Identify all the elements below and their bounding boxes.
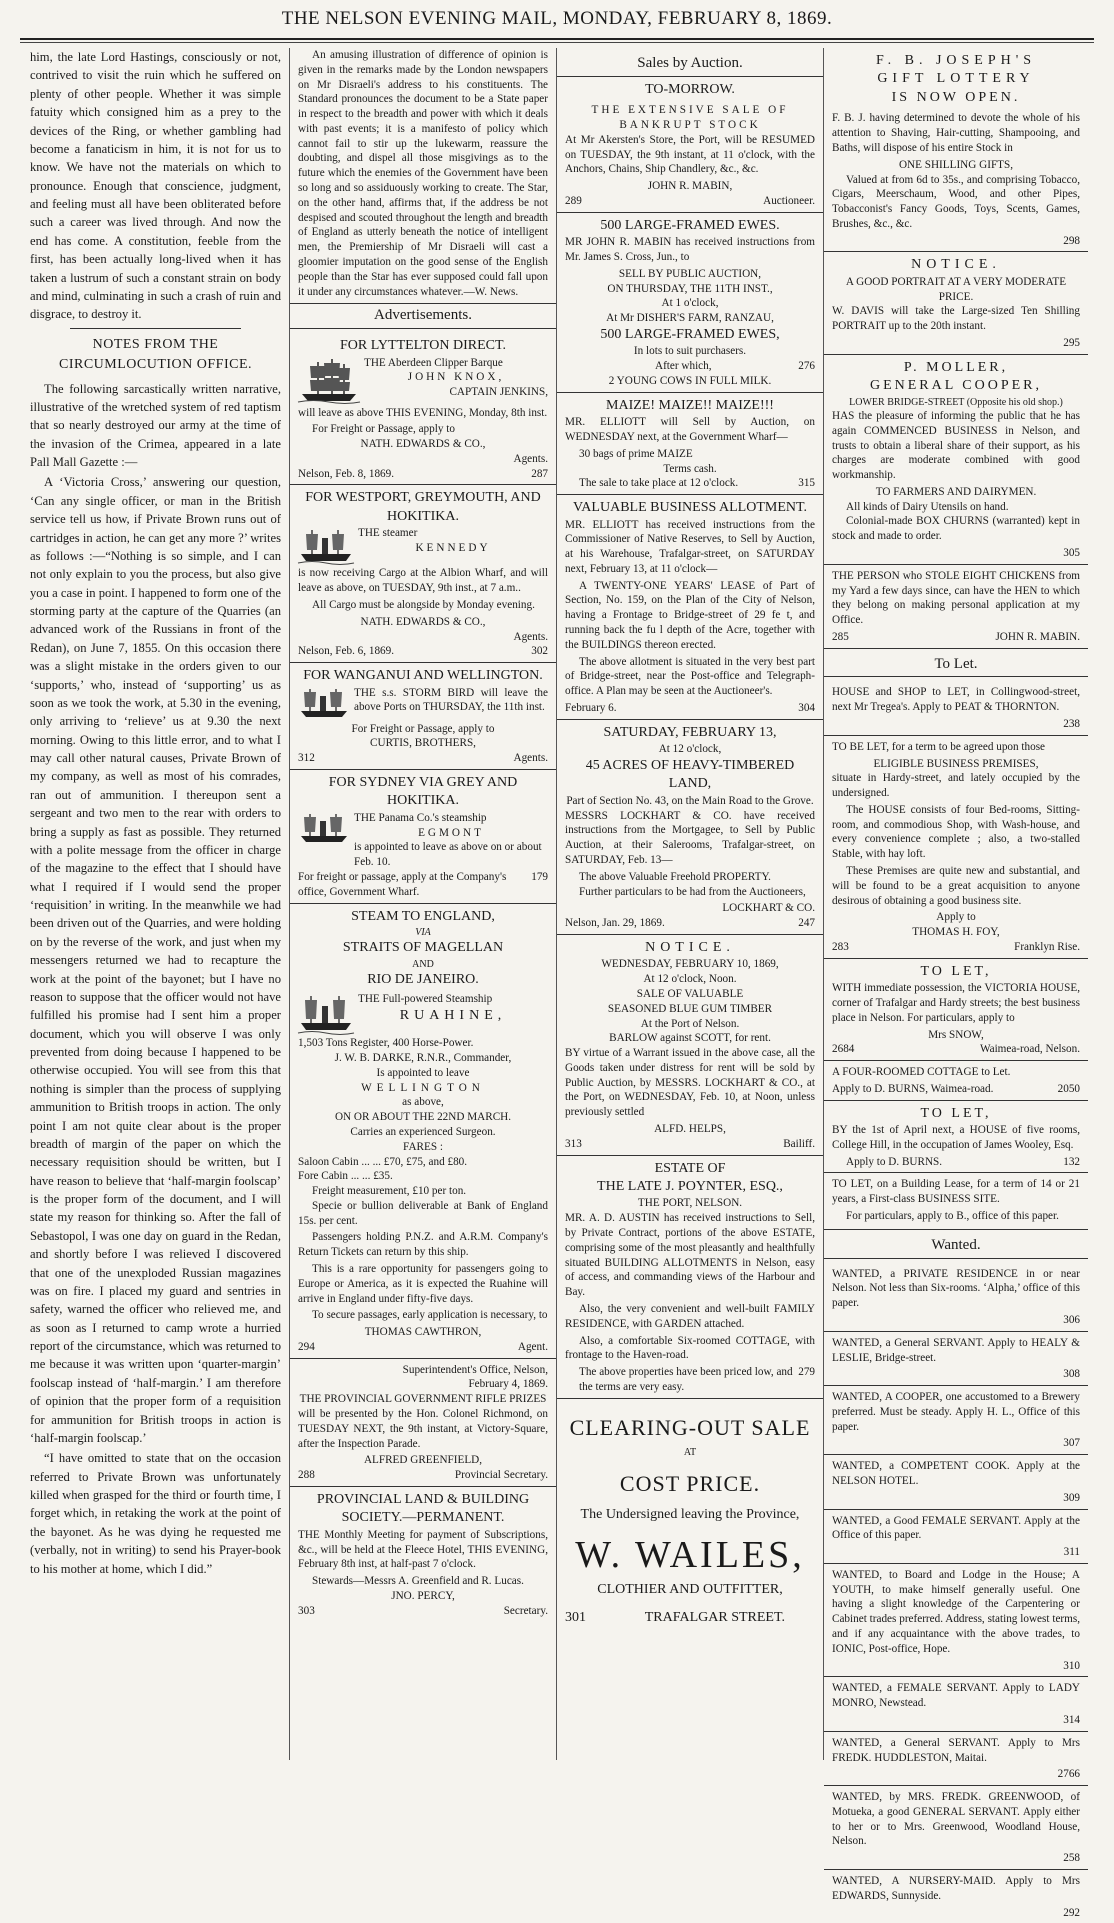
- ship-tons: 1,503 Tons Register, 400 Horse-Power.: [298, 1037, 474, 1050]
- auction-also-residence: Also, the very convenient and well-built FAMILY RESIDENCE, with GARDEN attached.: [565, 1302, 815, 1330]
- auction-date: February 6.: [565, 701, 617, 714]
- steamship-icon: [298, 526, 354, 566]
- to-let-body: A FOUR-ROOMED COTTAGE to Let.: [832, 1066, 1011, 1079]
- section-heading-advertisements: Advertisements.: [290, 303, 556, 329]
- to-let-number: 132: [1063, 1155, 1080, 1168]
- ad-body: W. DAVIS will take the Large-sized Ten Shilling PORTRAIT up to the 20th instant.: [832, 305, 1080, 333]
- ad-intro: THE Aberdeen Clipper Barque: [364, 356, 503, 369]
- ad-title: P. MOLLER,: [903, 359, 1009, 375]
- ad-churns: Colonial-made BOX CHURNS (warranted) kept in stock and made to order.: [832, 515, 1080, 543]
- clearing-name: W. WAILES,: [575, 1534, 805, 1577]
- clearing-at: AT: [683, 1446, 697, 1458]
- auction-line: SELL BY PUBLIC AUCTION,: [618, 267, 762, 280]
- columns: [22, 48, 1092, 1919]
- ad-freight: For Freight or Passage, apply to: [312, 423, 455, 436]
- ad-number: 298: [1063, 234, 1080, 247]
- auction-after: After which,: [655, 360, 712, 373]
- auction-role: Bailiff.: [783, 1137, 815, 1150]
- ad-title: PROVINCIAL LAND & BUILDING SOCIETY.—PERMANENT.: [316, 1491, 530, 1526]
- to-let-footer: [832, 1155, 1080, 1170]
- auction-date: Nelson, Jan. 29, 1869.: [565, 917, 665, 930]
- ship-appointed: Is appointed to leave: [376, 1066, 470, 1079]
- ad-stolen-chickens: [824, 565, 1088, 649]
- ad-title: IS NOW OPEN.: [891, 89, 1021, 105]
- auction-bags: 30 bags of prime MAIZE: [579, 447, 693, 460]
- ad-title: FOR WESTPORT, GREYMOUTH, AND HOKITIKA.: [305, 490, 541, 524]
- to-let-place: Waimea-road, Nelson.: [979, 1043, 1080, 1056]
- auction-footer: [565, 701, 815, 716]
- to-let-cottage: [824, 1061, 1088, 1101]
- ad-number: 305: [1063, 546, 1080, 559]
- fare-secure: To secure passages, early application is necessary, to: [312, 1309, 548, 1322]
- ad-footer: [832, 630, 1080, 645]
- ad-body: will leave as above THIS EVENING, Monday, 8th inst.: [298, 406, 548, 419]
- ad-date: February 4, 1869.: [468, 1378, 548, 1391]
- ad-text: [358, 526, 548, 566]
- wanted-text: WANTED, a Good FEMALE SERVANT. Apply at the Office of this paper.: [832, 1514, 1080, 1542]
- ad-footer: [298, 1604, 548, 1619]
- wanted-text: WANTED, a FEMALE SERVANT. Apply to LADY MONRO, Newstead.: [832, 1682, 1080, 1710]
- auction-priced: The above properties have been priced low, and the terms are very easy.: [579, 1366, 793, 1393]
- article-lord-hastings: him, the late Lord Hastings, consciously or not, contrived to visit the ruin which he suffered on plenty of other people. Whether it was simple fatuity which consigned him as a prey to the devices of the Ring, or whether gambling had become a fanaticism in him, it is not for us to know. We have not the materials on which to pronounce. Enough that conscience, judgment, and feeling must all have been obliterated before such a career was lived through. And now the end has come. A constitution, feeble from the first, has been actually long-lived when it has taken a lustrum of such a constant strain on body and mind, culminating in such a crash of ruin and disgrace, to destroy it.: [30, 50, 281, 322]
- ad-footer: [298, 870, 548, 900]
- auction-name: JOHN R. MABIN,: [647, 180, 733, 193]
- ship-as-above: as above,: [402, 1096, 444, 1109]
- ad-body: is now receiving Cargo at the Albion Wharf, and will leave as above, on TUESDAY, 9th inst., at 7 a.m..: [298, 567, 548, 595]
- auction-acres: 45 ACRES OF HEAVY-TIMBERED LAND,: [585, 757, 795, 792]
- to-let-number: 2684: [832, 1043, 855, 1056]
- ship-port: WELLINGTON: [361, 1081, 485, 1094]
- ad-role: Provincial Secretary.: [454, 1469, 548, 1482]
- auction-lease: A TWENTY-ONE YEARS' LEASE of Part of Section, No. 159, on the Plan of the City of Nelson, having a Frontage to Bridge-street of 29 fe t, and running back the fu l depth of the Acre, together with the BUILDINGS thereon erected.: [565, 579, 815, 651]
- auction-also-cottage: Also, a comfortable Six-roomed COTTAGE, with frontage to the Haven-road.: [565, 1334, 815, 1362]
- ad-agent: THOMAS CAWTHRON,: [364, 1326, 482, 1339]
- ad-intro: THE Full-powered Steamship: [358, 993, 493, 1006]
- captain: CAPTAIN JENKINS,: [449, 386, 548, 399]
- to-let-body: HOUSE and SHOP to LET, in Collingwood-street, next Mr Tregea's. Apply to PEAT & THORNTON.: [832, 686, 1080, 714]
- wanted-item: [824, 1732, 1088, 1786]
- steamship-icon: [298, 992, 354, 1036]
- ship-surgeon: Carries an experienced Surgeon.: [350, 1125, 496, 1138]
- ad-body: HAS the pleasure of informing the public that he has again COMMENCED BUSINESS in Nelson, and trusts to obtain a liberal share of their support, as his charges are moderate combined with good workmanship.: [832, 409, 1080, 482]
- to-let-premises: ELIGIBLE BUSINESS PREMISES,: [873, 757, 1039, 770]
- section-heading-wanted: Wanted.: [824, 1234, 1088, 1259]
- ad-body-row: [298, 811, 548, 870]
- wanted-text: WANTED, to Board and Lodge in the House; A YOUTH, to make himself generally useful. One having a slight knowledge of the Carpentering or Cabinet trades preferred. Address, stating lowest terms, and if any acquaintance with the above trades, to IONIC, Post-office, Hope.: [832, 1568, 1080, 1655]
- wanted-number: 258: [1063, 1852, 1080, 1865]
- ad-title-rio: RIO DE JANEIRO.: [367, 971, 479, 987]
- auction-footer: [565, 1365, 815, 1395]
- subheading-tomorrow: TO-MORROW.: [645, 81, 735, 97]
- ad-steam-to-england: [290, 904, 556, 1359]
- auction-body: BY virtue of a Warrant issued in the above case, all the Goods taken under distress for rent will be sold by Public Auction, by MESSRS. LOCKHART & CO., at the Port, on WEDNESDAY, Feb. 10, at Noon, unless previously settled: [565, 1047, 815, 1119]
- auction-number: 315: [798, 477, 815, 490]
- wanted-number: 308: [1063, 1368, 1080, 1381]
- wanted-number: 311: [1063, 1546, 1080, 1559]
- ad-subtitle: A GOOD PORTRAIT AT A VERY MODERATE PRICE.: [845, 275, 1067, 303]
- ad-number: 179: [531, 870, 548, 883]
- ad-name: JOHN R. MABIN.: [995, 630, 1080, 643]
- auction-line: At 1 o'clock,: [661, 297, 719, 310]
- wanted-number: 292: [1063, 1906, 1080, 1919]
- ad-footer: [298, 1340, 548, 1355]
- ad-agents-label: Agents.: [513, 752, 548, 765]
- clearing-footer: [565, 1609, 815, 1627]
- auction-number: 313: [565, 1137, 582, 1150]
- to-let-title: TO LET,: [920, 1105, 992, 1121]
- to-let-business-premises: [824, 736, 1088, 959]
- ad-joseph-lottery: [824, 48, 1088, 252]
- auction-body: MR. ELLIOTT will Sell by Auction, on WEDNESDAY next, at the Government Wharf—: [565, 416, 815, 443]
- ad-number: 302: [531, 645, 548, 658]
- auction-poynter-estate: [557, 1156, 823, 1399]
- ad-number: 303: [298, 1604, 315, 1617]
- ad-title: F. B. JOSEPH'S: [875, 53, 1037, 68]
- auction-place: THE PORT, NELSON.: [637, 1197, 743, 1210]
- ad-number: 285: [832, 630, 849, 643]
- ad-body: THE PERSON who STOLE EIGHT CHICKENS from my Yard a few days since, can have the HEN to which they belong on making personal application at my Office.: [832, 569, 1080, 627]
- ad-valued: Valued at from 6d to 35s., and comprising Tobacco, Cigars, Meerschaum, Wood, and other Pipes, Tobacconist's Fancy Goods, Toys, Scents, Games, Brushes, &c., &c.: [832, 173, 1080, 230]
- ad-number: 312: [298, 752, 315, 765]
- ad-freight: For Freight or Passage, apply to: [351, 722, 495, 735]
- auction-bankrupt-stock: [557, 99, 823, 212]
- auction-name: ALFD. HELPS,: [654, 1122, 726, 1135]
- section-heading-auctions: Sales by Auction.: [557, 52, 823, 77]
- auction-line: 500 LARGE-FRAMED EWES,: [600, 326, 780, 342]
- ad-date: Nelson, Feb. 8, 1869.: [298, 467, 395, 480]
- ad-body-row: [298, 686, 548, 722]
- auction-time: The sale to take place at 12 o'clock.: [579, 477, 739, 490]
- auction-line: At Mr DISHER'S FARM, RANZAU,: [606, 312, 774, 325]
- ad-agents-label: Agents.: [513, 452, 548, 465]
- to-let-name: THOMAS H. FOY,: [912, 926, 1000, 939]
- ad-body: will be presented by the Hon. Colonel Richmond, on TUESDAY NEXT, the 9th instant, at Victory-Square, after the Inspection Parade.: [298, 1408, 548, 1450]
- auction-body: MR. ELLIOTT has received instructions from the Commissioner of Native Reserves, to Sell by Auction, at his Warehouse, Trafalgar-street, on SATURDAY next, February 13, at 11 o'clock—: [565, 518, 815, 575]
- steamship-icon: [298, 686, 350, 722]
- auction-maize: [557, 393, 823, 495]
- auction-title: SATURDAY, FEBRUARY 13,: [603, 724, 777, 740]
- wanted-item: [824, 1455, 1088, 1509]
- fare-saloon: Saloon Cabin ... ... £70, £75, and £80.: [298, 1155, 468, 1168]
- auction-body: MESSRS LOCKHART & CO. have received instructions from the Mortgagee, to Sell by Public Auction, at their Salerooms, Trafalgar-street, on SATURDAY, Feb. 13—: [565, 809, 815, 867]
- to-let-body: TO BE LET, for a term to be agreed upon those: [832, 740, 1046, 753]
- auction-line: ON THURSDAY, THE 11TH INST.,: [607, 282, 773, 295]
- auction-time: At 12 o'clock,: [658, 743, 722, 756]
- masthead-rule-thin: [20, 42, 1094, 43]
- auction-title: THE EXTENSIVE SALE OF: [591, 104, 789, 117]
- ad-lyttelton: [290, 333, 556, 485]
- to-let-body: BY the 1st of April next, a HOUSE of five rooms, College Hill, in the occupation of James Wooley, Esq.: [832, 1124, 1080, 1151]
- wanted-text: WANTED, a COMPETENT COOK. Apply at the NELSON HOTEL.: [832, 1460, 1080, 1487]
- fare-specie: Specie or bullion deliverable at Bank of England 15s. per cent.: [298, 1199, 548, 1227]
- ad-footer: [298, 644, 548, 659]
- ad-footer: [298, 467, 548, 482]
- clearing-number: 301: [565, 1609, 586, 1625]
- wanted-item: [824, 1786, 1088, 1870]
- ad-agents-label: Agent.: [517, 1340, 548, 1353]
- clearing-leaving: The Undersigned leaving the Province,: [580, 1506, 800, 1522]
- to-let-number: 238: [1063, 718, 1080, 731]
- ad-wanganui: [290, 663, 556, 770]
- ad-text: [358, 992, 548, 1036]
- auction-footer: [565, 476, 815, 491]
- auction-number: 279: [798, 1366, 815, 1379]
- to-let-footer: [832, 1042, 1080, 1057]
- auction-subtitle: BANKRUPT STOCK: [619, 119, 761, 132]
- wanted-text: WANTED, a General SERVANT. Apply to Mrs FREDK. HUDDLESTON, Maitai.: [832, 1736, 1080, 1764]
- wanted-number: 306: [1063, 1313, 1080, 1326]
- auction-title: VALUABLE BUSINESS ALLOTMENT.: [573, 500, 807, 516]
- fare-rare: This is a rare opportunity for passengers going to Europe or America, as it is expected the Ruahine will arrive in England under fifty-five days.: [298, 1263, 548, 1305]
- to-let-college-hill: [824, 1101, 1088, 1174]
- ad-body-row: [298, 356, 548, 406]
- ad-land-building-society: [290, 1487, 556, 1622]
- auction-situate: The above allotment is situated in the very best part of Bridge-street, near the Post-office and Telegraph-office. A Plan may be seen at the Auctioneer's.: [565, 655, 815, 698]
- ad-title: STEAM TO ENGLAND,: [351, 908, 495, 924]
- auction-title: NOTICE.: [645, 939, 735, 955]
- ad-agent: NATH. EDWARDS & CO.,: [360, 438, 486, 451]
- ad-title: FOR WANGANUI AND WELLINGTON.: [303, 668, 543, 684]
- ad-number: 294: [298, 1340, 315, 1353]
- ad-title: FOR LYTTELTON DIRECT.: [340, 338, 506, 354]
- ad-agents-label: Agents.: [513, 630, 548, 643]
- fare-freight: Freight measurement, £10 per ton.: [312, 1185, 467, 1198]
- to-let-house-shop: [824, 681, 1088, 735]
- auction-body: MR JOHN R. MABIN has received instructions from Mr. James S. Cross, Jun., to: [565, 236, 815, 263]
- auction-name: LOCKHART & CO.: [722, 902, 815, 915]
- steamship-icon: [298, 811, 350, 847]
- ship-commander: J. W. B. DARKE, R.N.R., Commander,: [334, 1052, 512, 1065]
- ad-wailes-clearing-sale: [565, 1399, 815, 1628]
- ad-title: GIFT LOTTERY: [877, 71, 1035, 87]
- ship-date: ON OR ABOUT THE 22ND MARCH.: [334, 1111, 512, 1124]
- auction-property: The above Valuable Freehold PROPERTY.: [579, 870, 771, 883]
- ad-name: JNO. PERCY,: [391, 1590, 455, 1603]
- section-heading-to-let: To Let.: [824, 653, 1088, 678]
- wanted-text: WANTED, A NURSERY-MAID. Apply to Mrs EDWARDS, Sunnyside.: [832, 1874, 1080, 1902]
- to-let-number: 283: [832, 940, 849, 953]
- auction-number: 304: [798, 701, 815, 714]
- wanted-number: 310: [1063, 1659, 1080, 1672]
- divider: [70, 328, 241, 329]
- fares-heading: FARES :: [403, 1140, 443, 1153]
- ad-rifle-prizes: [290, 1359, 556, 1487]
- ad-body-row: [298, 992, 548, 1036]
- column-3: [556, 48, 823, 1760]
- ad-utensils: All kinds of Dairy Utensils on hand.: [846, 500, 1009, 513]
- ad-farmers: TO FARMERS AND DAIRYMEN.: [875, 485, 1037, 498]
- ad-gifts: ONE SHILLING GIFTS,: [898, 158, 1014, 171]
- clearing-trade: CLOTHIER AND OUTFITTER,: [597, 1581, 783, 1597]
- auction-terms: Terms cash.: [663, 462, 717, 475]
- auction-port: At the Port of Nelson.: [640, 1017, 740, 1030]
- auction-footer: [565, 916, 815, 931]
- ad-number: 295: [1063, 337, 1080, 350]
- ad-freight: For freight or passage, apply at the Company's office, Government Wharf.: [298, 870, 507, 898]
- auction-time: At 12 o'clock, Noon.: [643, 973, 737, 986]
- ad-intro: THE steamer: [358, 527, 418, 540]
- ship-icon: [298, 356, 360, 406]
- ad-sydney: [290, 770, 556, 904]
- to-let-house: The HOUSE consists of four Bed-rooms, Sitting-room, and commodious Shop, with Wash-house, and every convenience complete ; also, a two-stalled Stable, with hay loft.: [832, 803, 1080, 861]
- ad-intro: THE Panama Co.'s steamship: [354, 811, 487, 824]
- ad-title: THE PROVINCIAL GOVERNMENT RIFLE PRIZES: [299, 1393, 547, 1406]
- to-let-particulars: For particulars, apply to B., office of this paper.: [846, 1210, 1059, 1223]
- auction-title: MAIZE! MAIZE!! MAIZE!!!: [606, 397, 774, 413]
- clearing-cost: COST PRICE.: [619, 1470, 761, 1496]
- wanted-item: [824, 1870, 1088, 1923]
- auction-timber: SEASONED BLUE GUM TIMBER: [607, 1002, 773, 1015]
- auction-footer: [565, 359, 815, 374]
- to-let-apply: Apply to D. BURNS.: [846, 1155, 943, 1168]
- auction-blue-gum-notice: [557, 935, 823, 1156]
- to-let-premises-desc: These Premises are quite new and substantial, and will be found to be a great acquisition to anyone desirous of obtaining a good business site.: [832, 865, 1080, 907]
- to-let-name: Mrs SNOW,: [928, 1028, 984, 1041]
- ad-title-via: VIA: [415, 926, 431, 938]
- ad-address: LOWER BRIDGE-STREET (Opposite his old shop.): [849, 396, 1063, 408]
- ad-role: Secretary.: [503, 1604, 548, 1617]
- wanted-item: [824, 1332, 1088, 1386]
- ad-title: NOTICE.: [911, 257, 1001, 273]
- ad-number: 287: [531, 467, 548, 480]
- wanted-list: [832, 1263, 1080, 1923]
- ship-name: EGMONT: [418, 826, 484, 839]
- ad-westport: [290, 485, 556, 663]
- column-1: [22, 48, 289, 1760]
- ad-body: THE Monthly Meeting for payment of Subscriptions, &c., will be held at the Fleece Hotel, THIS EVENING, February 8th inst, at half-past 7 o'clock.: [298, 1528, 548, 1571]
- ad-body: THE s.s. STORM BIRD will leave the above Ports on THURSDAY, the 11th inst.: [354, 686, 548, 714]
- auction-date: WEDNESDAY, FEBRUARY 10, 1869,: [601, 958, 779, 971]
- auction-role: Auctioneer.: [763, 194, 815, 207]
- ad-footer: [298, 751, 548, 766]
- auction-title: ESTATE OF: [654, 1160, 726, 1176]
- wanted-text: WANTED, A COOPER, one accustomed to a Brewery preferred. Must be steady. Apply H. L., Office of this paper.: [832, 1391, 1080, 1433]
- wanted-text: WANTED, a General SERVANT. Apply to HEALY & LESLIE, Bridge-street.: [832, 1336, 1080, 1364]
- fare-tickets: Passengers holding P.N.Z. and A.R.M. Company's Return Tickets can return by this ship.: [298, 1231, 548, 1259]
- masthead: THE NELSON EVENING MAIL, MONDAY, FEBRUARY 8, 1869.: [281, 8, 833, 29]
- auction-line: In lots to suit purchasers.: [633, 345, 747, 358]
- wanted-item: [824, 1677, 1088, 1731]
- wanted-number: 309: [1063, 1491, 1080, 1504]
- auction-ewes: [557, 213, 823, 393]
- wanted-number: 307: [1063, 1437, 1080, 1450]
- wanted-text: WANTED, by MRS. FREDK. GREENWOOD, of Motueka, a good GENERAL SERVANT. Apply either to her or to Mrs. Greenwood, Woodland House, Nelson.: [832, 1791, 1080, 1848]
- ship-name: RUAHINE,: [399, 1008, 507, 1024]
- ad-title: FOR SYDNEY VIA GREY AND HOKITIKA.: [328, 774, 518, 809]
- ad-office: Superintendent's Office, Nelson,: [402, 1363, 548, 1376]
- ship-name: KENNEDY: [415, 542, 491, 555]
- ad-note: All Cargo must be alongside by Monday evening.: [312, 598, 535, 611]
- clearing-street: TRAFALGAR STREET.: [644, 1609, 785, 1625]
- to-let-footer: [832, 1082, 1080, 1097]
- to-let-footer: [832, 940, 1080, 955]
- auction-body: At Mr Akersten's Store, the Port, will be RESUMED on TUESDAY, the 9th instant, at 11 o'clock, with the Anchors, Chains, Ship Chandlery, &c., &c.: [565, 133, 815, 176]
- ship-name: JOHN KNOX,: [407, 371, 505, 384]
- auction-sale: SALE OF VALUABLE: [636, 987, 744, 1000]
- ad-name: ALFRED GREENFIELD,: [363, 1454, 483, 1467]
- masthead-rule: [20, 38, 1094, 40]
- auction-case: BARLOW against SCOTT, for rent.: [609, 1032, 771, 1045]
- article-paragraph: A ‘Victoria Cross,’ answering our question, ‘Can any single officer, or man in the British service tell us how, if Private Brown runs out of cartridges in action, he can get any more ?’ writes as follows :—“Nothing is so simple, and I can not only explain to you the process, but also give you a case in point. I happened to form one of the storming party at the capture of the Quarries (an advanced work of the Russians in front of the Redan), on June 7, 1855. On this occasion there was a slight mistake in the orders given to our ‘supports,’ who, instead of ‘supporting’ us as soon as we took the work, at 5.30 in the evening, only arriving to ‘relieve’ us at 9.30 the next morning. Owing to this little error, and to what I may call other natural causes, Private Brown of my company, as well as most of his comrades, ran out of ammunition. I thereupon sent a sergeant and two men to the rear with orders to bring a supply as fast as possible. They returned with a polite message from the officer in charge of the magazine to the effect that I should have what I required if I would send the proper ‘requisition’ in writing. In the meanwhile we had been driven out of the Quarries, and were holding on by the reverse of the work, and just when my messengers returned we had to recapture the work at the point of the bayonet; but I have no reason to suppose that the officer would not have fulfilled his promise had I sent him a proper document, which you will observe I was only prevented from doing because I happened to be otherwise occupied. You will see from this that nothing is simpler than the process of supplying ammunition to British troops in action. The only point I am not quite clear about is the proper breadth of margin of the paper on which the necessary requisition should be written, but I have reason to believe that ‘half-margin foolscap’ is the proper form of the document, and I will state my reason for thinking so. After the fall of Sebastopol, I was one day on guard in the Redan, and shortly before I was relieved I discovered that one of the unexploded Russian magazines was on fire. I placed my guard and sentries in safety, warned the officer who relieved me, and as soon as I returned to camp wrote a hurried report of the circumstance, which was returned to me because it was written upon ‘quarter-margin’ foolscap instead of ‘half-margin.’ I am therefore of opinion that the proper form of a requisition for ammunition for British troops in action is ‘half-margin foolscap.’: [30, 475, 281, 1445]
- ad-body-row: [298, 526, 548, 566]
- wanted-number: 314: [1063, 1713, 1080, 1726]
- column-4: [823, 48, 1088, 1919]
- auction-heavy-timbered-land: [557, 720, 823, 935]
- wanted-item: [824, 1510, 1088, 1564]
- ad-moller-cooper: [824, 355, 1088, 565]
- ad-body: is appointed to leave as above on or about Feb. 10.: [354, 841, 542, 869]
- wanted-item: [824, 1263, 1088, 1332]
- auction-cows: 2 YOUNG COWS IN FULL MILK.: [608, 374, 772, 387]
- ad-number: 288: [298, 1469, 315, 1482]
- article-paragraph: The following sarcastically written narrative, illustrative of the wretched system of red taptism that so nearly destroyed our army at the time of the invasion of the Crimea, appeared in a late Pall Mall Gazette :—: [30, 381, 281, 469]
- auction-footer: [565, 1137, 815, 1152]
- wanted-item: [824, 1386, 1088, 1455]
- ad-title-straits: STRAITS OF MAGELLAN: [342, 940, 504, 956]
- auction-footer: [565, 194, 815, 209]
- article-heading: NOTES FROM THE CIRCUMLOCUTION OFFICE.: [58, 336, 252, 373]
- to-let-body: TO LET, on a Building Lease, for a term of 14 or 21 years, a First-class BUSINESS SITE.: [832, 1178, 1080, 1206]
- wanted-number: 2766: [1057, 1768, 1080, 1781]
- auction-estate-name: THE LATE J. POYNTER, ESQ.,: [597, 1179, 783, 1195]
- to-let-number: 2050: [1057, 1082, 1080, 1095]
- auction-number: 276: [798, 360, 815, 373]
- article-disraeli: An amusing illustration of difference of opinion is given in the remarks made by the London newspapers on Mr Disraeli's address to his constituents. The Standard pronounces the document to be a State paper in respect to the breadth and power with which it deals with past events; it is a manifesto of policy which cannot fail to stir up the lukewarm, reassure the doubting, and dispel all those misgivings as to the future which the enemies of the Government have been so long and so assiduously working to create. The Star, on the other hand, affirms that, if the address be not despised and scouted throughout the length and breadth of England as utterly beneath the notice of intelligent men, the Premiership of Mr Disraeli will cast a gloomier imputation on the good sense of the English people than the Star has ever supposed could fall upon it under any circumstances whatever.—W. News.: [298, 49, 548, 298]
- wanted-item: [824, 1564, 1088, 1677]
- ad-text: [354, 811, 548, 870]
- auction-number: 247: [798, 917, 815, 930]
- fare-fore: Fore Cabin ... ... £35.: [298, 1170, 393, 1183]
- ad-title: GENERAL COOPER,: [869, 378, 1043, 394]
- ad-stewards: Stewards—Messrs A. Greenfield and R. Lucas.: [312, 1575, 524, 1588]
- to-let-place: Franklyn Rise.: [1014, 940, 1080, 953]
- ad-date: Nelson, Feb. 6, 1869.: [298, 645, 395, 658]
- to-let-apply: Apply to: [936, 911, 976, 924]
- to-let-body: WITH immediate possession, the VICTORIA HOUSE, corner of Trafalgar and Hardy streets; the best business place in Nelson. For particulars, apply to: [832, 982, 1080, 1024]
- column-2: [289, 48, 556, 1760]
- clearing-heading: CLEARING-OUT SALE: [569, 1414, 811, 1440]
- auction-title: 500 LARGE-FRAMED EWES.: [600, 217, 780, 233]
- ad-agent: NATH. EDWARDS & CO.,: [360, 615, 486, 628]
- auction-body: MR. A. D. AUSTIN has received instructions to Sell, by Private Contract, portions of the above ESTATE, comprising some of the most pleasantly and healthfully situated BUILDING ALLOTMENTS in Nelson, easy of access, and commanding views of the Harbour and Bay.: [565, 1212, 815, 1299]
- ad-portrait-notice: [824, 252, 1088, 354]
- auction-further: Further particulars to be had from the Auctioneers,: [579, 885, 806, 898]
- ad-body: F. B. J. having determined to devote the whole of his attention to Shaving, Hair-cutting, Shampooing, and Baths, will dispose of his entire Stock in: [832, 112, 1080, 154]
- ad-text: [364, 356, 548, 406]
- ad-title-and: AND: [412, 958, 434, 970]
- auction-number: 289: [565, 194, 582, 207]
- to-let-victoria-house: [824, 959, 1088, 1061]
- to-let-situate: situate in Hardy-street, and lately occupied by the undersigned.: [832, 772, 1080, 800]
- to-let-building-lease: [824, 1173, 1088, 1229]
- article-paragraph: “I have omitted to state that on the occasion referred to Private Brown was unfortunately killed when grasped for the third or fourth time, I forget which, in retaking the work at the point of the bayonet. As he was dying he requested me (verbally, not in writing) to send his Prayer-book to his mother at home, which I did.”: [30, 1451, 281, 1576]
- wanted-text: WANTED, a PRIVATE RESIDENCE in or near Nelson. Not less than Six-rooms. ‘Alpha,’ office of this paper.: [832, 1267, 1080, 1310]
- ad-agent: CURTIS, BROTHERS,: [370, 737, 476, 750]
- auction-business-allotment: [557, 495, 823, 720]
- to-let-apply: Apply to D. BURNS, Waimea-road.: [832, 1082, 994, 1095]
- ad-footer: [298, 1468, 548, 1483]
- auction-part: Part of Section No. 43, on the Main Road to the Grove.: [566, 794, 814, 807]
- to-let-title: TO LET,: [920, 963, 992, 979]
